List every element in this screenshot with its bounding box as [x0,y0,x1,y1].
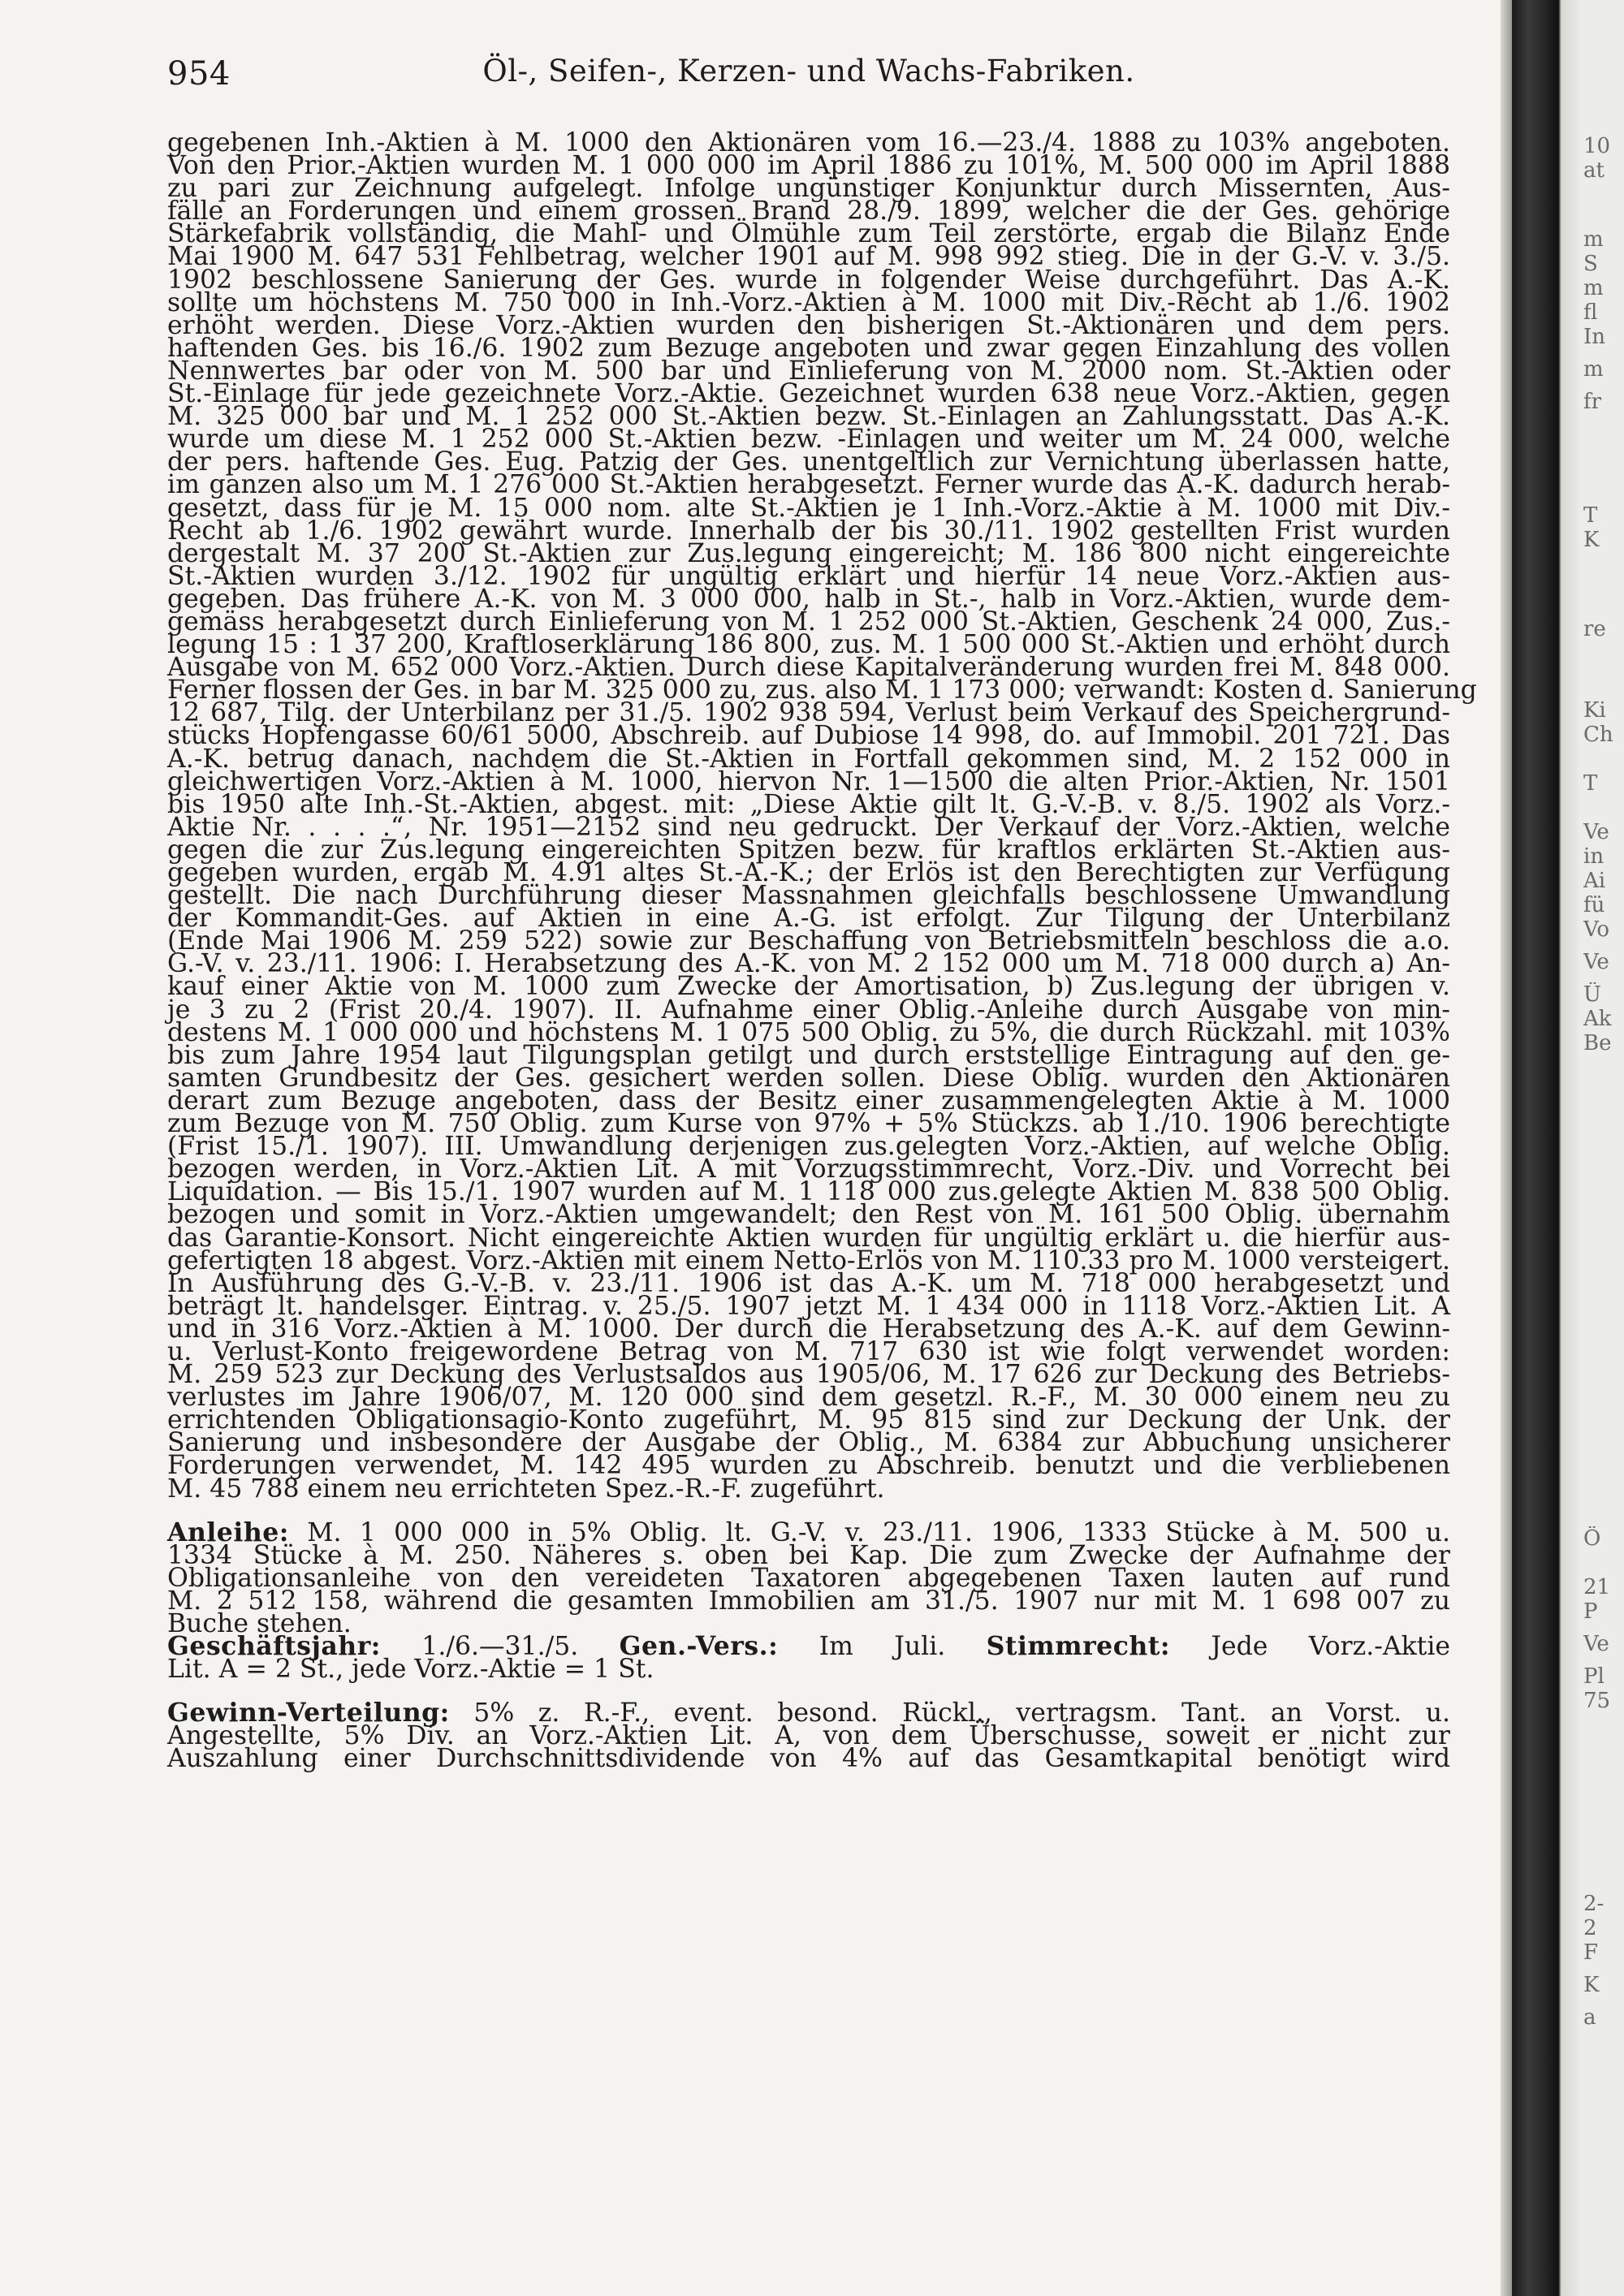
text-line: (Frist 15./1. 1907). III. Umwandlung derjenigen zus.gelegten Vorz.-Aktien, auf welche Oblig. [167,1132,1450,1162]
text-line: Nennwertes bar oder von M. 500 bar und Einlieferung von M. 2000 nom. St.-Aktien oder [167,356,1450,386]
adjacent-page-fragment: Ve [1583,820,1609,844]
adjacent-page-fragment: 10 [1583,134,1611,158]
text-line: St.-Einlage für jede gezeichnete Vorz.-Aktie. Gezeichnet wurden 638 neue Vorz.-Aktien, gegen [167,379,1450,409]
text-line: zum Bezuge von M. 750 Oblig. zum Kurse von 97% + 5% Stückzs. ab 1./10. 1906 berechtigte [167,1109,1450,1139]
gen-vers-value: Im Juli. [818,1632,946,1662]
section-label-gen-vers: Gen.-Vers.: [619,1631,779,1662]
text-line: In Ausführung des G.-V.-B. v. 23./11. 1906 ist das A.-K. um M. 718 000 herabgesetzt und [167,1268,1450,1298]
stimmrecht-value: Jede Vorz.-Aktie [1211,1632,1451,1662]
text-line: gegebenen Inh.-Aktien à M. 1000 den Aktionären vom 16.—23./4. 1888 zu 103% angeboten. [167,128,1450,158]
text-line: Lit. A = 2 St., jede Vorz.-Aktie = 1 St. [167,1655,654,1685]
text-line: Mai 1900 M. 647 531 Fehlbetrag, welcher 1901 auf M. 998 992 stieg. Die in der G.-V. v. 3./5. [167,242,1450,272]
section-label-anleihe: Anleihe: [167,1517,289,1547]
page-number: 954 [167,55,231,93]
adjacent-page-fragment: Ü [1583,982,1601,1007]
text-line: gleichwertigen Vorz.-Aktien à M. 1000, hiervon Nr. 1—1500 die alten Prior.-Aktien, Nr. 1501 [167,766,1450,796]
text-line: gegeben wurden, ergab M. 4.91 altes St.-A.-K.; der Erlös ist den Berechtigten zur Verfügung [167,858,1450,887]
body-text [167,128,1477,1774]
adjacent-page-fragment: Ve [1583,950,1609,974]
text-line: das Garantie-Konsort. Nicht eingereichte Aktien wurden für ungültig erklärt u. die hierfür aus- [167,1223,1450,1253]
adjacent-page-fragment: T [1583,503,1598,528]
text-line: M. 2 512 158, während die gesamten Immobilien am 31./5. 1907 nur mit M. 1 698 007 zu [167,1586,1450,1616]
text-line: gestellt. Die nach Durchführung dieser Massnahmen gleichfalls beschlossene Umwandlung [167,881,1450,911]
text-line: im ganzen also um M. 1 276 000 St.-Aktien herabgesetzt. Ferner wurde das A.-K. dadurch herab- [167,470,1450,500]
adjacent-page-fragment: P [1583,1599,1598,1624]
adjacent-page-fragment: In [1583,325,1606,349]
text-line: Stärkefabrik vollständig, die Mahl- und Ölmühle zum Teil zerstörte, ergab die Bilanz Ende [167,219,1450,249]
adjacent-page-fragment: Ai [1583,869,1606,893]
text-line: stücks Hopfengasse 60/61 5000, Abschreib. auf Dubiose 14 998, do. auf Immobil. 201 721. Das [167,721,1450,751]
adjacent-page-fragment: at [1583,158,1605,183]
adjacent-page-fragment: Vo [1583,917,1610,942]
adjacent-page-fragment: Ki [1583,698,1606,723]
text-line: gefertigten 18 abgest. Vorz.-Aktien mit einem Netto-Erlös von M. 110.33 pro M. 1000 versteigert. [167,1245,1450,1275]
text-line: bezogen werden, in Vorz.-Aktien Lit. A mit Vorzugsstimmrecht, Vorz.-Div. und Vorrecht bei [167,1154,1450,1185]
adjacent-page-fragment: fr [1583,390,1602,414]
text-line: Auszahlung einer Durchschnittsdividende von 4% auf das Gesamtkapital benötigt wird [167,1744,1450,1774]
text-line: u. Verlust-Konto freigewordene Betrag von M. 717 630 ist wie folgt verwendet worden: [167,1336,1450,1366]
text-line: der Kommandit-Ges. auf Aktien in eine A.-G. ist erfolgt. Zur Tilgung der Unterbilanz [167,904,1450,934]
text-line: 1902 beschlossene Sanierung der Ges. wurde in folgender Weise durchgeführt. Das A.-K. [167,265,1450,295]
adjacent-page-fragment: K [1583,528,1600,552]
text-line: St.-Aktien wurden 3./12. 1902 für ungültig erklärt und hierfür 14 neue Vorz.-Aktien aus- [167,561,1450,591]
text-line: gesetzt, dass für je M. 15 000 nom. alte St.-Aktien je 1 Inh.-Vorz.-Aktie à M. 1000 mit Div.- [167,493,1450,523]
book-spine [1512,0,1579,2296]
adjacent-page-fragment: 2 [1583,1916,1597,1940]
text-line: Ferner flossen der Ges. in bar M. 325 000 zu, zus. also M. 1 173 000; verwandt: Kosten d. Sanierung [167,675,1477,706]
text-line: M. 259 523 zur Deckung des Verlustsaldos aus 1905/06, M. 17 626 zur Deckung des Betriebs- [167,1360,1450,1390]
text-line: bezogen und somit in Vorz.-Aktien umgewandelt; den Rest von M. 161 500 Oblig. übernahm [167,1200,1450,1230]
text-line: M. 45 788 einem neu errichteten Spez.-R.-F. zugeführt. [167,1474,885,1504]
text-line: gemäss herabgesetzt durch Einlieferung von M. 1 252 000 St.-Aktien, Geschenk 24 000, Zus.- [167,606,1450,637]
text-line: Obligationsanleihe von den vereideten Taxatoren abgegebenen Taxen lauten auf rund [167,1563,1450,1593]
section-label-gewinn-verteilung: Gewinn-Verteilung: [167,1698,450,1728]
text-line: bis 1950 alte Inh.-St.-Aktien, abgest. mit: „Diese Aktie gilt lt. G.-V.-B. v. 8./5. 1902 als Vorz.- [167,789,1450,819]
adjacent-page-fragment: 75 [1583,1689,1611,1713]
geschaeftsjahr-value: 1./6.—31./5. [421,1632,579,1662]
adjacent-page-fragment: m [1583,276,1604,300]
text-line: Buche stehen. [167,1609,352,1638]
text-line: Forderungen verwendet, M. 142 495 wurden zu Abschreib. benutzt und die verbliebenen [167,1451,1450,1481]
text-line: G.-V. v. 23./11. 1906: I. Herabsetzung des A.-K. von M. 2 152 000 um M. 718 000 durch a) An- [167,949,1450,979]
adjacent-page-fragment: K [1583,1973,1600,1997]
text-line: zu pari zur Zeichnung aufgelegt. Infolge ungünstiger Konjunktur durch Missernten, Aus- [167,174,1450,204]
text-line: sollte um höchstens M. 750 000 in Inh.-Vorz.-Aktien à M. 1000 mit Div.-Recht ab 1./6. 1902 [167,287,1450,317]
text-line: Liquidation. — Bis 15./1. 1907 wurden auf M. 1 118 000 zus.gelegte Aktien M. 838 500 Oblig. [167,1177,1450,1207]
text-line: fälle an Forderungen und einem grossen Brand 28./9. 1899, welcher die der Ges. gehörige [167,196,1450,227]
page-edge-shadow [1501,0,1512,2296]
adjacent-page-fragment: F [1583,1940,1599,1965]
adjacent-page-fragment: Ö [1583,1526,1601,1551]
text-line: beträgt lt. handelsger. Eintrag. v. 25./5. 1907 jetzt M. 1 434 000 in 1118 Vorz.-Aktien Lit. A [167,1291,1450,1321]
adjacent-page-fragment: fl [1583,300,1598,325]
adjacent-page-fragment: Ch [1583,723,1613,747]
anleihe-text: M. 1 000 000 in 5% Oblig. lt. G.-V. v. 23./11. 1906, 1333 Stücke à M. 500 u. [307,1517,1450,1547]
section-label-stimmrecht: Stimmrecht: [986,1631,1170,1662]
text-line: erhöht werden. Diese Vorz.-Aktien wurden den bisherigen St.-Aktionären und dem pers. [167,310,1450,340]
adjacent-page-fragment: T [1583,771,1598,796]
adjacent-page-fragment: re [1583,617,1606,641]
adjacent-page-fragment: S [1583,252,1598,276]
text-line: kauf einer Aktie von M. 1000 zum Zwecke der Amortisation, b) Zus.legung der übrigen v. [167,972,1450,1002]
adjacent-page-fragment: Be [1583,1031,1612,1055]
text-line: destens M. 1 000 000 und höchstens M. 1 075 500 Oblig. zu 5%, die durch Rückzahl. mit 103% [167,1017,1450,1047]
adjacent-page-fragment: 21 [1583,1575,1611,1599]
adjacent-page-fragment: m [1583,357,1604,382]
text-line: der pers. haftende Ges. Eug. Patzig der Ges. unentgeltlich zur Vernichtung überlassen hatte, [167,447,1450,477]
adjacent-page-fragment: a [1583,2005,1596,2030]
adjacent-page-fragment: in [1583,844,1605,869]
text-line: M. 325 000 bar und M. 1 252 000 St.-Aktien bezw. St.-Einlagen an Zahlungsstatt. Das A.-K. [167,402,1450,432]
header-title: Öl-, Seifen-, Kerzen- und Wachs-Fabriken. [482,54,1135,88]
text-line: bis zum Jahre 1954 laut Tilgungsplan getilgt und durch erststellige Eintragung auf den ge- [167,1040,1450,1070]
adjacent-page-fragment: 2- [1583,1892,1605,1916]
adjacent-page-fragment: fü [1583,893,1605,917]
text-line: gegeben. Das frühere A.-K. von M. 3 000 000, halb in St.-, halb in Vorz.-Aktien, wurde dem- [167,584,1450,614]
text-line: gegen die zur Zus.legung eingereichten Spitzen bezw. für kraftlos erklärten St.-Aktien aus- [167,835,1450,865]
text-line: haftenden Ges. bis 16./6. 1902 zum Bezuge angeboten und zwar gegen Einzahlung des vollen [167,333,1450,363]
text-line: Ausgabe von M. 652 000 Vorz.-Aktien. Durch diese Kapitalveränderung wurden frei M. 848 000. [167,653,1450,683]
text-line: errichtenden Obligationsagio-Konto zugeführt, M. 95 815 sind zur Deckung der Unk. der [167,1405,1450,1435]
text-line: legung 15 : 1 37 200, Kraftloserklärung 186 800, zus. M. 1 500 000 St.-Aktien und erhöht durch [167,630,1450,660]
adjacent-page-fragment: Pl [1583,1664,1605,1689]
section-label-geschaeftsjahr: Geschäftsjahr: [167,1631,381,1662]
text-line: Aktie Nr. . . . .“, Nr. 1951—2152 sind neu gedruckt. Der Verkauf der Vorz.-Aktien, welche [167,812,1450,842]
adjacent-page-fragment: m [1583,227,1604,252]
text-line: verlustes im Jahre 1906/07, M. 120 000 sind dem gesetzl. R.-F., M. 30 000 einem neu zu [167,1383,1450,1413]
text-line: Angestellte, 5% Div. an Vorz.-Aktien Lit. A, von dem Überschusse, soweit er nicht zur [167,1721,1450,1751]
text-line: dergestalt M. 37 200 St.-Aktien zur Zus.legung eingereicht; M. 186 800 nicht eingereichte [167,538,1450,568]
text-line: 1334 Stücke à M. 250. Näheres s. oben bei Kap. Die zum Zwecke der Aufnahme der [167,1540,1450,1570]
text-line: 12 687, Tilg. der Unterbilanz per 31./5. 1902 938 594, Verlust beim Verkauf des Speichergrund- [167,698,1450,728]
text-line: samten Grundbesitz der Ges. gesichert werden sollen. Diese Oblig. wurden den Aktionären [167,1063,1450,1093]
adjacent-page-fragment: Ve [1583,1632,1609,1656]
text-line: und in 316 Vorz.-Aktien à M. 1000. Der durch die Herabsetzung des A.-K. auf dem Gewinn- [167,1314,1450,1344]
text-line: Recht ab 1./6. 1902 gewährt wurde. Innerhalb der bis 30./11. 1902 gestellten Frist wurden [167,516,1450,546]
text-line: A.-K. betrug danach, nachdem die St.-Aktien in Fortfall gekommen sind, M. 2 152 000 in [167,744,1450,774]
text-line: Von den Prior.-Aktien wurden M. 1 000 000 im April 1886 zu 101%, M. 500 000 im April 1888 [167,151,1450,181]
gewinn-text: 5% z. R.-F., event. besond. Rückl., vertragsm. Tant. an Vorst. u. [473,1698,1450,1728]
text-line: Sanierung und insbesondere der Ausgabe der Oblig., M. 6384 zur Abbuchung unsicherer [167,1428,1450,1458]
adjacent-page-fragment: Ak [1583,1007,1612,1031]
running-head [167,45,1450,94]
text-line: (Ende Mai 1906 M. 259 522) sowie zur Beschaffung von Betriebsmitteln beschloss die a.o. [167,926,1450,956]
text-line: je 3 zu 2 (Frist 20./4. 1907). II. Aufnahme einer Oblig.-Anleihe durch Ausgabe von min- [167,995,1450,1025]
text-line: wurde um diese M. 1 252 000 St.-Aktien bezw. -Einlagen und weiter um M. 24 000, welche [167,425,1450,455]
text-line: derart zum Bezuge angeboten, dass der Besitz einer zusammengelegten Aktie à M. 1000 [167,1085,1450,1116]
